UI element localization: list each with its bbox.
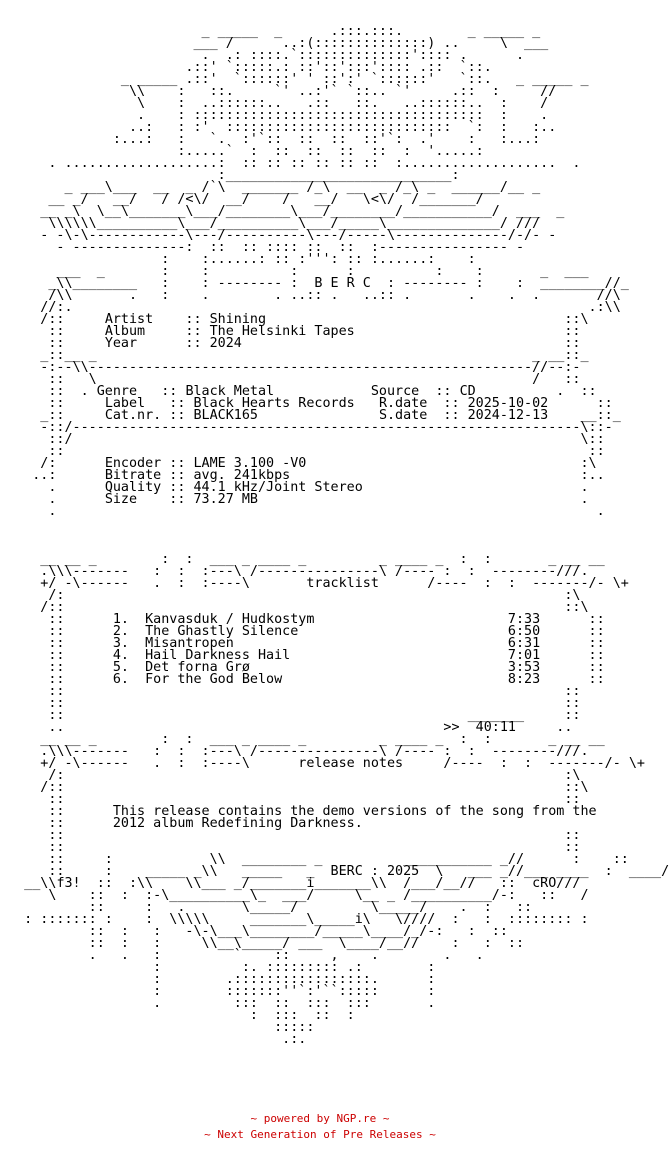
catnr-label: Cat.nr. xyxy=(104,408,162,423)
sig-left: f3! xyxy=(56,876,81,891)
track-3-time: 6:31 xyxy=(507,636,541,651)
track-1-num: 1. xyxy=(112,612,129,627)
year-value: 2024 xyxy=(209,336,242,351)
track-1-time: 7:33 xyxy=(507,612,541,627)
total-time: 40:11 xyxy=(475,720,516,735)
artist-label: Artist xyxy=(104,312,154,327)
size-value: 73.27 MB xyxy=(193,492,258,507)
track-2-time: 6:50 xyxy=(507,624,541,639)
track-1-title: Kanvasduk / Hudkostym xyxy=(145,612,315,627)
track-6-time: 8:23 xyxy=(507,672,541,687)
album-label: Album xyxy=(104,324,146,339)
genre-value: Black Metal xyxy=(185,384,275,399)
track-5-time: 3:53 xyxy=(507,660,541,675)
quality-value: 44.1 kHz/Joint Stereo xyxy=(193,480,363,495)
track-3-title: Misantropen xyxy=(145,636,234,651)
catnr-value: BLACK165 xyxy=(193,408,258,423)
bitrate-value: avg. 241kbps xyxy=(193,468,291,483)
track-2-num: 2. xyxy=(112,624,129,639)
notes-title: release notes xyxy=(298,756,404,771)
notes-line-2: 2012 album Redefining Darkness. xyxy=(112,816,363,831)
size-label: Size xyxy=(104,492,138,507)
track-4-num: 4. xyxy=(112,648,129,663)
source-value: CD xyxy=(459,384,476,399)
genre-label: Genre xyxy=(96,384,138,399)
track-6-num: 6. xyxy=(112,672,129,687)
year-label: Year xyxy=(104,336,138,351)
encoder-label: Encoder xyxy=(104,456,162,471)
track-4-time: 7:01 xyxy=(507,648,541,663)
footer-group: BERC : 2025 xyxy=(330,864,420,879)
encoder-value: LAME 3.100 -V0 xyxy=(193,456,307,471)
source-label: Source xyxy=(370,384,420,399)
notes-line-1: This release contains the demo versions of the song from the xyxy=(112,804,597,819)
rdate-label: R.date xyxy=(378,396,428,411)
track-4-title: Hail Darkness Hail xyxy=(145,648,291,663)
sdate-value: 2024-12-13 xyxy=(467,408,549,423)
ngp-tagline: ~ Next Generation of Pre Releases ~ xyxy=(204,1128,436,1141)
sig-right: cRO xyxy=(532,876,557,891)
track-3-num: 3. xyxy=(112,636,129,651)
track-2-title: The Ghastly Silence xyxy=(145,624,299,639)
sdate-label: S.date xyxy=(378,408,428,423)
quality-label: Quality xyxy=(104,480,162,495)
track-5-num: 5. xyxy=(112,660,129,675)
powered-by-line: ~ powered by NGP.re ~ xyxy=(250,1112,390,1125)
bitrate-label: Bitrate xyxy=(104,468,162,483)
album-value: The Helsinki Tapes xyxy=(209,324,355,339)
artist-value: Shining xyxy=(209,312,267,327)
track-6-title: For the God Below xyxy=(145,672,283,687)
label-value: Black Hearts Records xyxy=(193,396,355,411)
nfo-art: _ _____ _ .:::.:::. _ _____ _ ___ / ..:(::::::::::::::) .. \ ___ . .: ::::.`::::::::::::::':::: . . .::' `:::::.: ::'::':::':::: .:: `::. _ _____ .::' `::::::' ' ::':' `::::::' `::. _ _____ _ \\ : ::. `' ..:'` `::.. `' .:: : // \ : ..::::::.. .:: ::. ..::::::.. : / . : :::::::::::::::::::::::::::::::::::: : . ..: : :' :::::::::::::::::::::::::::: `: : :.. :...: : `. :'`:: :: :: ::'`: .' : :...: :.....` : :: :: :: :: : '.....: . ...................: :: :: :: :: :: :: :................... . :____________________________: _ ___\___ __ _ /`\ _______ /_\ __ _ /_\ _ ______/__ _ __ _/ __/ / /<\/ __/ / __/ \<\/ /_______/ __ _\ \__\_______\___/________\___/________/___________/ ___ _ \\\\\\__________\___/__________\___/_____\______________/ /// - -\-\------------\---/----------\---/-----\--------------/-/- - - --------------: :: :: :::: :: :: :---------------- - : :......: :: :''': :: :......: : ___ _ : : : : : : _ ___ _\\________ : : -------- : B E R C : -------- : : ________//_ /\\ . : . . ..:: . ..:: . . . . //\ //:. .:\\ /:: Artist :: Shining ::\ :: Album :: The Helsinki Tapes :: :: Year :: 2024 :: _::__ _ _ __::_ -:--\\-------------------------------------------------------//--:- :: \ / :: :: . Genre :: Black Metal Source :: CD . :: :: Label :: Black Hearts Records R.date :: 2025-10-02 :: _:: Cat.nr. :: BLACK165 S.date :: 2024-12-13 __::_ -::/---------------------------------------------------------------\::- ::/ \:: :: :: /: Encoder :: LAME 3.100 -V0 :\ ..: Bitrate :: avg. 241kbps :.. . Quality :: 44.1 kHz/Joint Stereo . . Size :: 73.27 MB . . . __ __ _ : : ___ _ ____ _ _ ____ _ : : _ __ __ .\\\------- : : :---\ /---------------\ /---- : : --------///. +/ -\------ . : :----\ tracklist /---- : : -------/- \+ /: :\ /:: ::\ :: 1. Kanvasduk / Hudkostym 7:33 :: :: 2. The Ghastly Silence 6:50 :: :: 3. Misantropen 6:31 :: :: 4. Hail Darkness Hail 7:01 :: :: 5. Det forna Grø 3:53 :: :: 6. For the God Below 8:23 :: :: :: :: :: :: _______ :: .. >> 40:11 .. __ __ _ : : ___ _ ____ _ _ ____ _ : : _ __ __ .\\\------- : : :---\ /---------------\ /---- : : --------///. +/ -\------ . : :----\ release notes /---- : : -------/- \+ /: :\ /:: ::\ :: :: :: This release contains the demo versions of the song from the :: 2012 album Redefining Darkness. :: :: :: :: :: : \\ ________ _ ___________ _// : :: :: : _____ _\\ _____ _ BERC : 2025 \ ___ _//___ ____ : ____/ __\\f3! :: :\\ \\___ _/_______i_______\\ /___/__// :: cRO/// \ :: : :-\__________\_ ___/ \__ _ /__________/-: :: / :: : . \_____/ \_____/ . : :: : ::::::: : : \\\\\ _______\_____i\ \//// : : :::::::: : :: : : -\-\___\________/_____\____/_/-: : :: :: : : \\__\_____/ ___ \____/__// : : :: . . : ` :: , . . . : :. ::::::::: .: : : .:::::::::::::::::. : : :::::::''`:'``::::: : . ::: :: ::: ::: . : ::: :: : ::::: .:. xyxy=(24,24,669,1047)
rdate-value: 2025-10-02 xyxy=(467,396,549,411)
label-label: Label xyxy=(104,396,146,411)
tracklist-title: tracklist xyxy=(306,576,379,591)
track-5-title: Det forna Grø xyxy=(145,660,250,675)
